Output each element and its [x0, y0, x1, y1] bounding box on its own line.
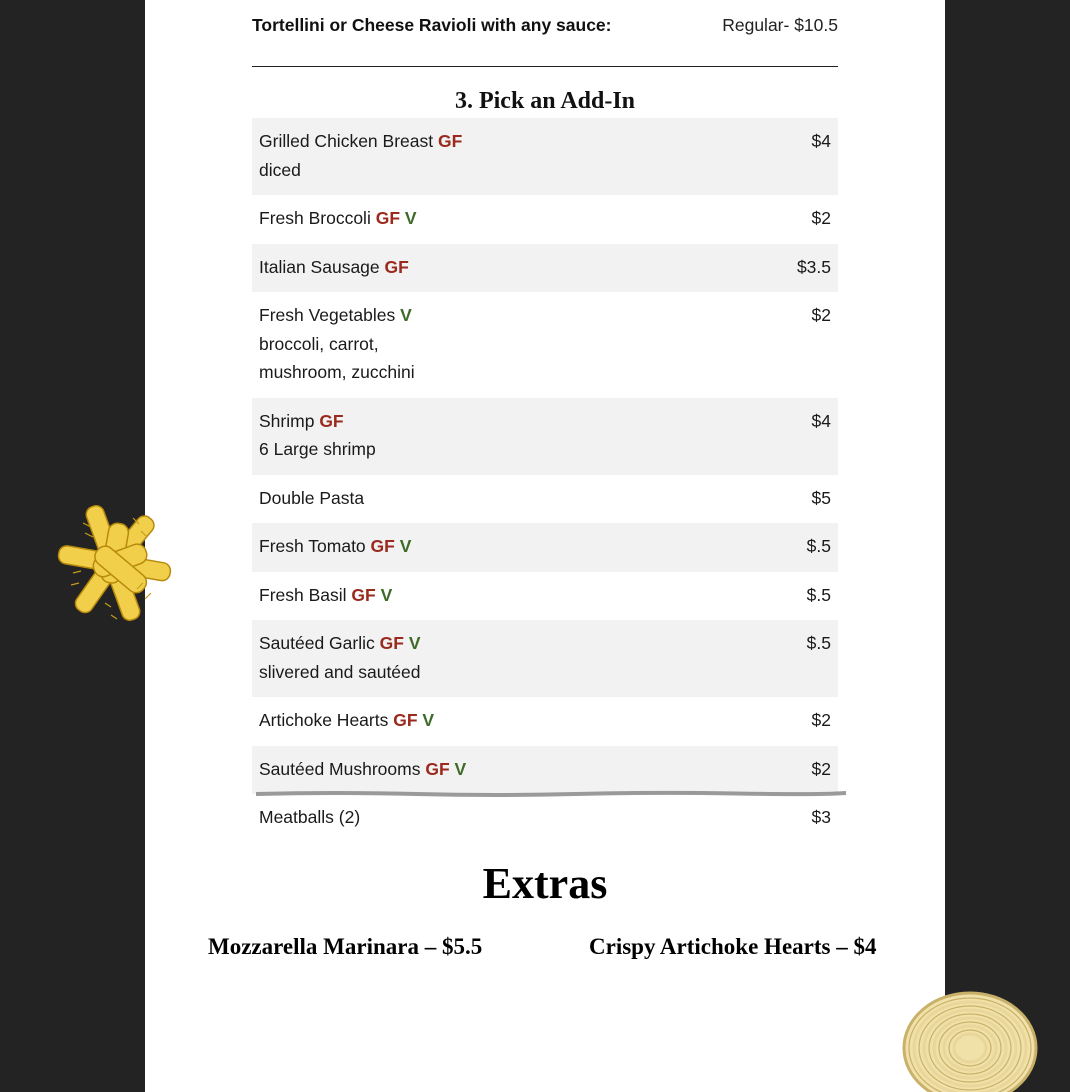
- tortellini-row: [252, 15, 838, 36]
- addin-info: [259, 301, 424, 387]
- addin-row: [252, 475, 838, 524]
- addin-row: [252, 118, 838, 195]
- addin-info: [259, 484, 364, 513]
- addin-row: [252, 195, 838, 244]
- addin-name-line: [259, 629, 421, 658]
- addin-row: [252, 244, 838, 293]
- addin-row: [252, 794, 838, 843]
- addin-name: Fresh Vegetables: [259, 305, 396, 325]
- addin-price: $2: [811, 710, 831, 730]
- addin-description: diced: [259, 159, 301, 180]
- addin-price: $2: [811, 305, 831, 325]
- addin-row: [252, 746, 838, 795]
- addin-row: [252, 523, 838, 572]
- vegetarian-badge: V: [400, 305, 412, 325]
- gluten-free-badge: GF: [370, 536, 395, 556]
- addin-price: $5: [811, 487, 831, 508]
- addin-description: 6 Large shrimp: [259, 439, 376, 459]
- addin-name-line: [259, 581, 392, 610]
- addin-name: Shrimp: [259, 410, 315, 431]
- gluten-free-badge: GF: [425, 758, 450, 779]
- addin-row: [252, 572, 838, 621]
- addin-price: $3: [811, 807, 831, 827]
- addin-price: $4: [811, 410, 831, 431]
- addin-description: slivered and sautéed: [259, 661, 421, 682]
- addin-name-line: [259, 127, 462, 156]
- gluten-free-badge: GF: [437, 131, 463, 151]
- tortellini-price: Regular- $10.5: [722, 15, 838, 35]
- gluten-free-badge: GF: [379, 633, 404, 653]
- addin-name: Fresh Basil: [259, 584, 347, 605]
- gluten-free-badge: GF: [393, 710, 418, 730]
- addin-name-line: [259, 755, 466, 784]
- addin-row: [252, 620, 838, 697]
- addin-name-line: [259, 803, 360, 832]
- gluten-free-badge: GF: [375, 208, 401, 228]
- vegetarian-badge: V: [399, 536, 412, 556]
- addin-price: $.5: [806, 584, 831, 605]
- tortellini-label: Tortellini or Cheese Ravioli with any sauce:: [252, 15, 612, 35]
- addin-row: [252, 697, 838, 746]
- vegetarian-badge: V: [380, 584, 393, 605]
- addin-name: Italian Sausage: [259, 256, 380, 277]
- addin-name: Sautéed Mushrooms: [259, 758, 421, 779]
- vegetarian-badge: V: [422, 710, 435, 730]
- addin-info: [259, 629, 421, 686]
- addin-name: Double Pasta: [259, 487, 365, 508]
- rotini-pasta-image: [48, 488, 178, 638]
- vegetarian-badge: V: [408, 633, 421, 653]
- addin-name-line: [259, 484, 364, 513]
- addin-name-line: [259, 407, 376, 436]
- addin-price: $.5: [806, 633, 831, 653]
- addin-name-line: [259, 706, 434, 735]
- addin-info: [259, 532, 411, 561]
- addin-name-line: [259, 301, 424, 330]
- addin-row: [252, 398, 838, 475]
- addin-row: [252, 292, 838, 398]
- addin-name: Fresh Tomato: [259, 536, 366, 556]
- spaghetti-nest-image: [900, 988, 1045, 1092]
- addin-name-line: [259, 253, 409, 282]
- addin-info: [259, 755, 466, 784]
- addin-info: [259, 706, 434, 735]
- vegetarian-badge: V: [454, 758, 467, 779]
- addin-name-line: [259, 204, 417, 233]
- gluten-free-badge: GF: [384, 256, 409, 277]
- addin-name: Fresh Broccoli: [259, 208, 371, 228]
- addin-info: [259, 253, 409, 282]
- section-divider: [252, 66, 838, 67]
- brush-divider: [256, 790, 846, 798]
- addin-description: broccoli, carrot, mushroom, zucchini: [259, 333, 415, 382]
- extras-title: Extras: [482, 859, 608, 908]
- addin-price: $.5: [806, 536, 831, 556]
- extra-item-mozzarella: Mozzarella Marinara – $5.5: [208, 934, 483, 959]
- addin-name-line: [259, 532, 411, 561]
- addin-info: [259, 581, 392, 610]
- addin-name: Grilled Chicken Breast: [259, 131, 434, 151]
- addin-price: $2: [811, 208, 831, 228]
- gluten-free-badge: GF: [319, 410, 344, 431]
- addin-price: $2: [811, 758, 831, 779]
- addins-title: 3. Pick an Add-In: [454, 88, 636, 114]
- addins-list: [252, 118, 838, 843]
- addin-name: Sautéed Garlic: [259, 633, 375, 653]
- addin-info: [259, 204, 417, 233]
- addin-info: [259, 803, 360, 832]
- vegetarian-badge: V: [404, 208, 417, 228]
- addin-name: Artichoke Hearts: [259, 710, 389, 730]
- addin-price: $3.5: [796, 256, 831, 277]
- addin-info: [259, 407, 376, 464]
- extra-item-artichoke: Crispy Artichoke Hearts – $4: [589, 934, 877, 959]
- addin-price: $4: [811, 131, 831, 151]
- addin-name: Meatballs (2): [259, 807, 361, 827]
- addin-info: [259, 127, 462, 184]
- gluten-free-badge: GF: [351, 584, 376, 605]
